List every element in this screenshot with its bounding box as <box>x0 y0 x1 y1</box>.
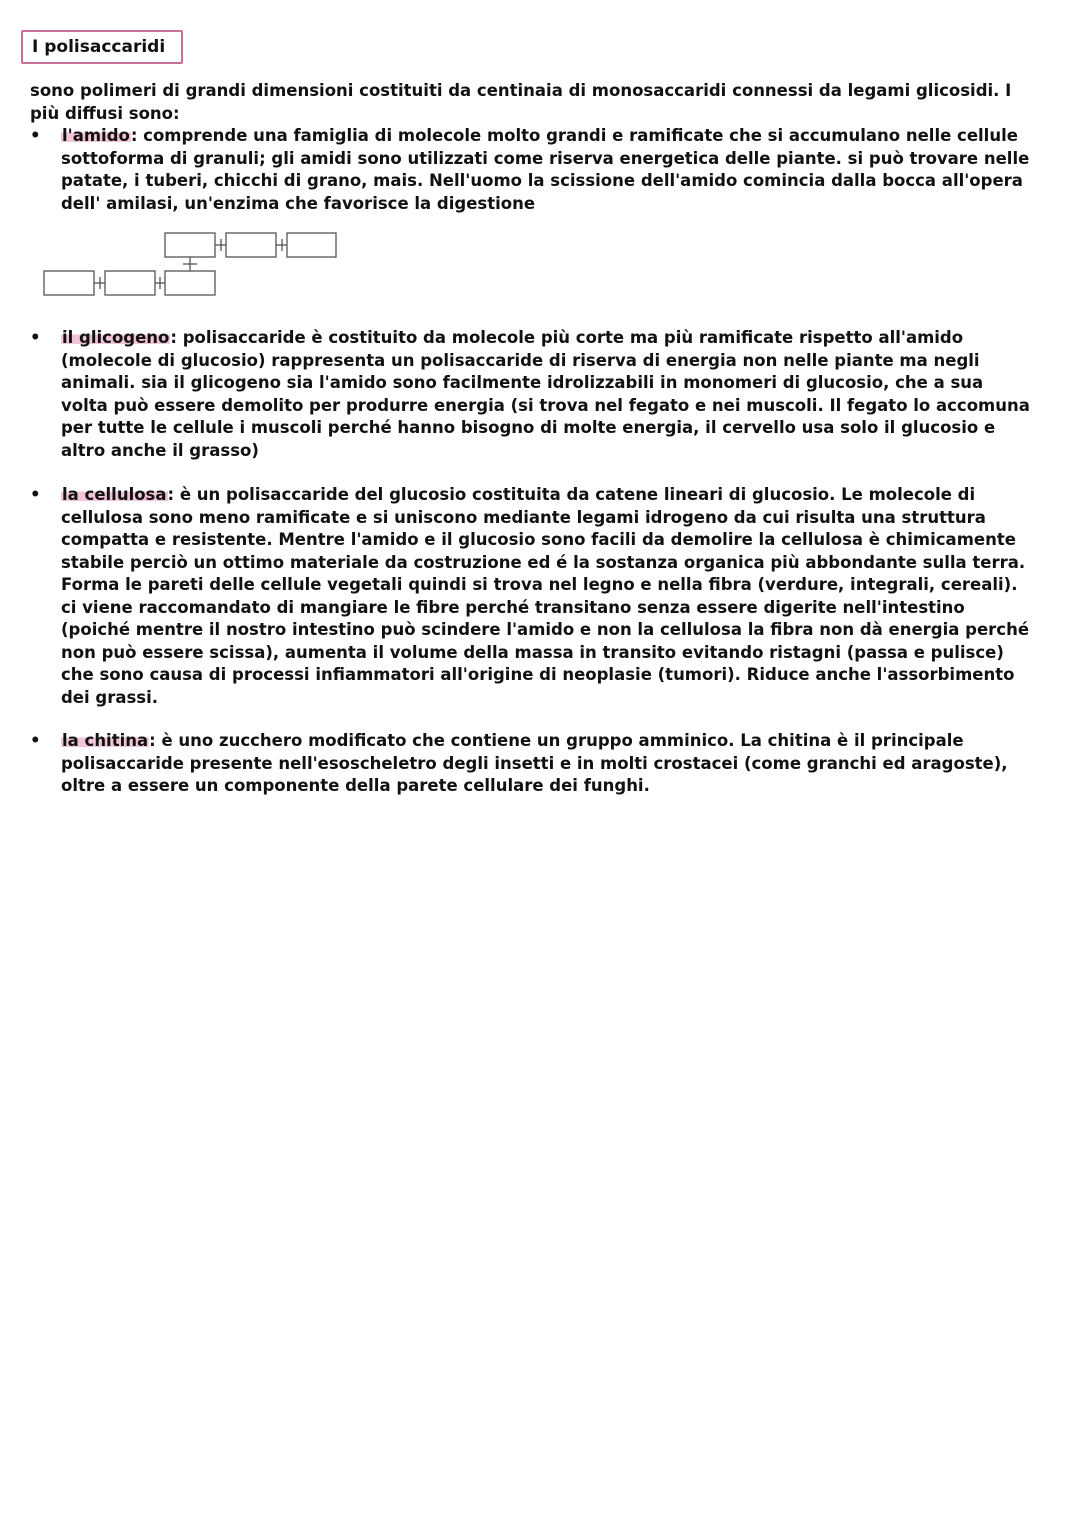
list-item-cellulosa <box>30 484 1030 709</box>
glucose-unit-box <box>44 271 94 295</box>
list-item-glicogeno <box>30 327 1030 462</box>
bullet-dot: • <box>30 328 41 347</box>
amylose-branch-diagram <box>40 230 340 300</box>
glucose-unit-box <box>165 233 215 257</box>
bullet-dot: • <box>30 731 41 750</box>
intro-paragraph: sono polimeri di grandi dimensioni costituiti da centinaia di monosaccaridi connessi da legami glicosidi. I più diffusi sono: <box>30 81 1012 123</box>
term-highlight: la chitina <box>62 731 149 750</box>
glucose-unit-box <box>287 233 336 257</box>
term-description: : comprende una famiglia di molecole molto grandi e ramificate che si accumulano nelle cellule sottoforma di granuli; gli amidi sono utilizzati come riserva energetica delle piante. si può trovare nelle patate, i tuberi, chicchi di grano, mais. Nell'uomo la scissione dell'amido comincia dalla bocca all'opera dell' amilasi, un'enzima che favorisce la digestione <box>61 126 1030 213</box>
term-highlight: la cellulosa <box>62 485 167 504</box>
list-item-text <box>61 125 1030 215</box>
term-description: : è uno zucchero modificato che contiene un gruppo amminico. La chitina è il principale polisaccaride presente nell'esoscheletro degli insetti e in molti crostacei (come granchi ed aragoste), oltre a essere un componente della parete cellulare dei funghi. <box>61 731 1008 795</box>
glucose-unit-box <box>105 271 155 295</box>
term-highlight: il glicogeno <box>62 328 170 347</box>
list-item-text <box>61 730 1030 798</box>
bullet-dot: • <box>30 126 41 145</box>
list-item-amido <box>30 125 1030 215</box>
page-title: I polisaccaridi <box>21 30 183 64</box>
term-description: : polisaccaride è costituito da molecole più corte ma più ramificate rispetto all'amido (molecole di glucosio) rappresenta un polisaccaride di riserva di energia non nelle piante ma negli animali. sia il glicogeno sia l'amido sono facilmente idrolizzabili in monomeri di glucosio, che a sua volta può essere demolito per produrre energia (si trova nel fegato e nei muscoli. Il fegato lo accomuna per tutte le cellule i muscoli perché hanno bisogno di molte energia, il cervello usa solo il glucosio e altro anche il grasso) <box>61 328 1030 460</box>
glucose-unit-box <box>165 271 215 295</box>
glucose-unit-box <box>226 233 276 257</box>
term-description: : è un polisaccaride del glucosio costituita da catene lineari di glucosio. Le molecole di cellulosa sono meno ramificate e si uniscono mediante legami idrogeno da cui risulta una struttura compatta e resistente. Mentre l'amido e il glucosio sono facili da demolire la cellulosa è chimicamente stabile perciò un ottimo materiale da costruzione ed é la sostanza organica più abbondante sulla terra. Forma le pareti delle cellule vegetali quindi si trova nel legno e nella fibra (verdure, integrali, cereali). ci viene raccomandato di mangiare le fibre perché transitano senza essere digerite nell'intestino (poiché mentre il nostro intestino può scindere l'amido e non la cellulosa la fibra non dà energia perché non può essere scissa), aumenta il volume della massa in transito evitando ristagni (passa e pulisce) che sono causa di processi infiammatori all'origine di neoplasie (tumori). Riduce anche l'assorbimento dei grassi. <box>61 485 1030 707</box>
bullet-dot: • <box>30 485 41 504</box>
term-highlight: l'amido <box>62 126 130 145</box>
list-item-chitina <box>30 730 1030 798</box>
list-item-text <box>61 327 1030 462</box>
list-item-text <box>61 484 1030 709</box>
